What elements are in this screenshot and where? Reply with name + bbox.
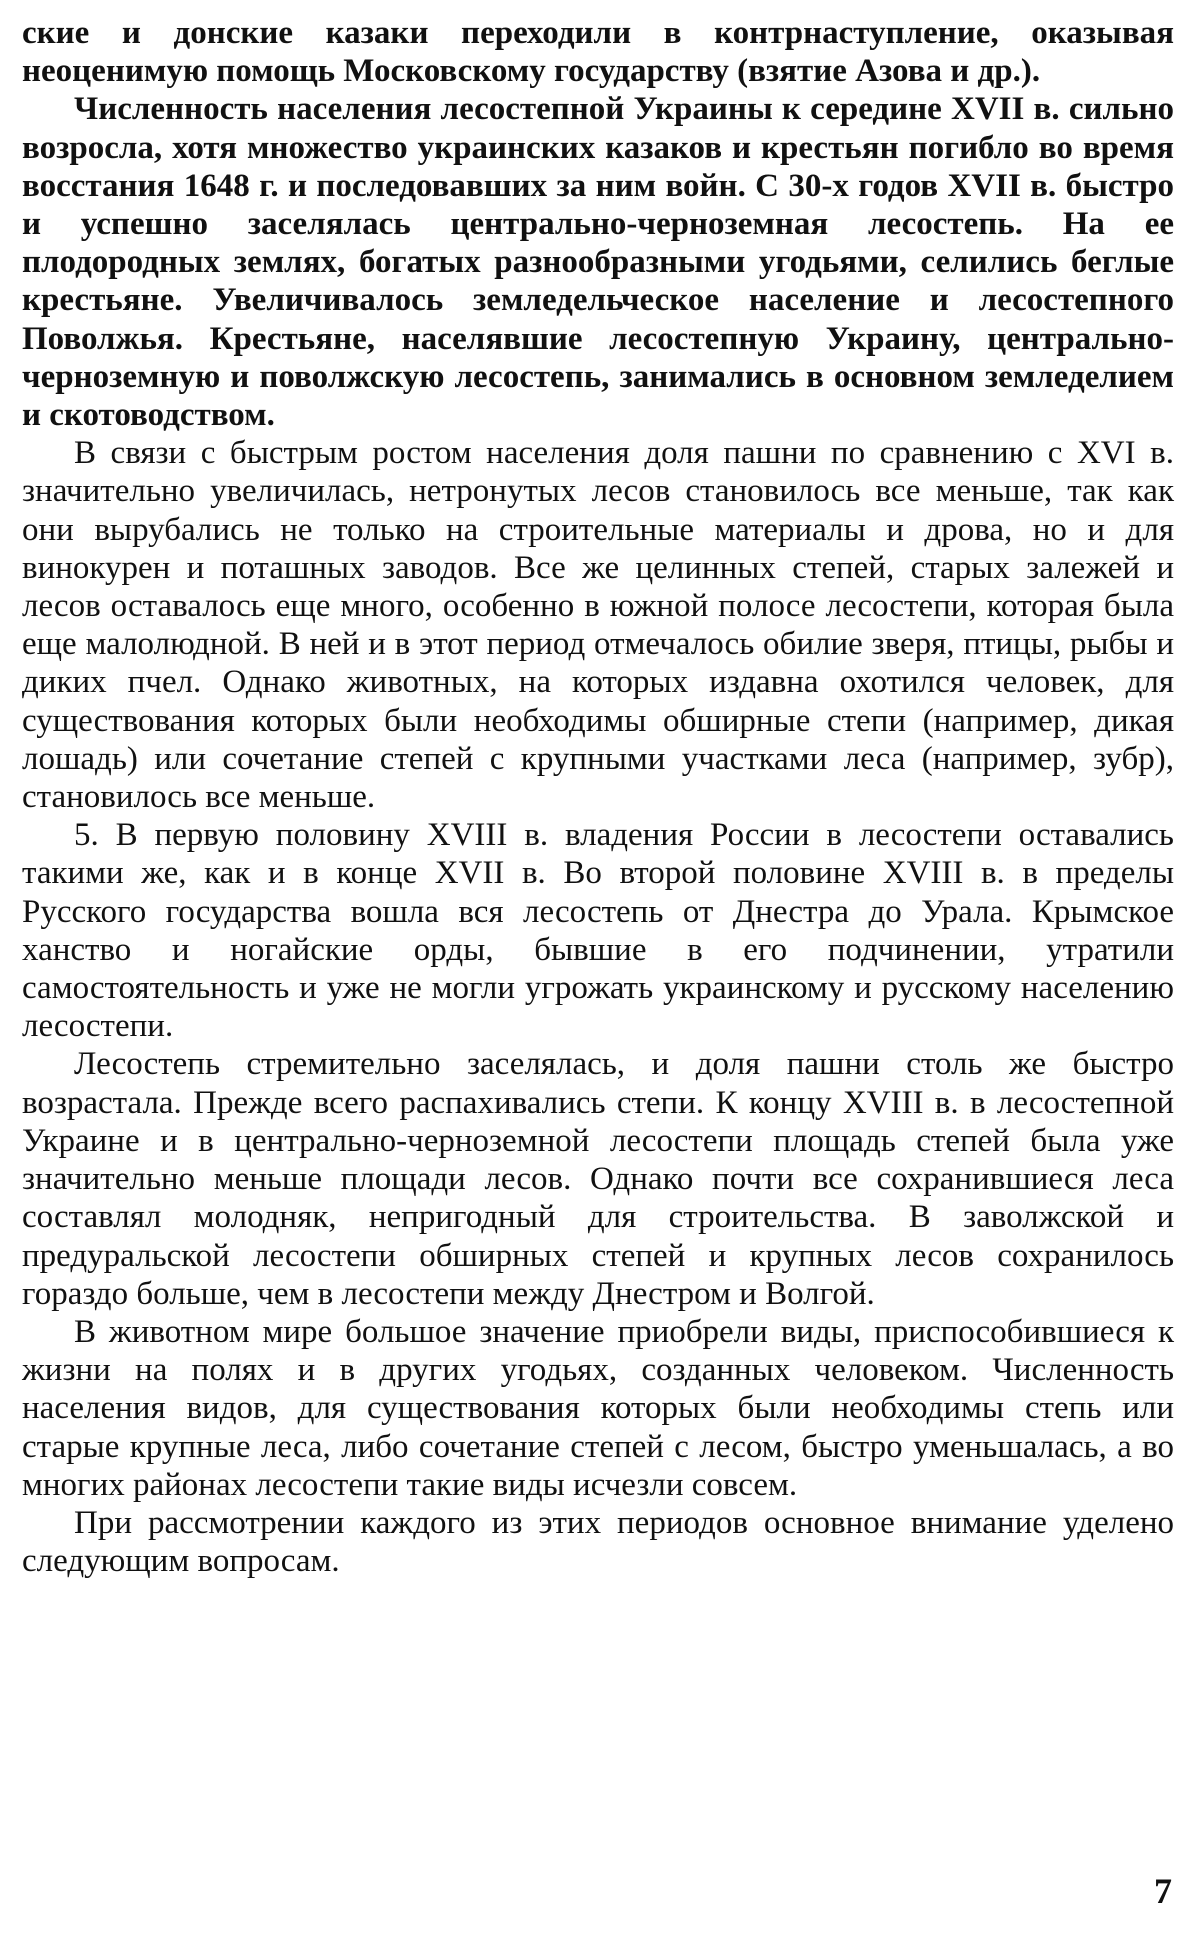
page-body [22,14,1174,1580]
paragraph-plowland-growth: В связи с быстрым ростом населения доля пашни по сравнению с XVI в. значительно увеличилась, нетронутых лесов становилось все меньше, так как они вырубались не только на строительные материалы и дрова, но и для винокурен и поташных заводов. Все же целинных степей, старых залежей и лесов оставалось еще много, особенно в южной полосе лесостепи, которая была еще малолюдной. В ней и в этот период отмечалось обилие зверя, птицы, рыбы и диких пчел. Однако животных, на которых издавна охотился человек, для существования которых были необходимы обширные степи (например, дикая лошадь) или сочетание степей с крупными участками леса (например, зубр), становилось все меньше. [22,435,1174,816]
paragraph-section-5: 5. В первую половину XVIII в. владения России в лесостепи оставались такими же, как и в конце XVII в. Во второй половине XVIII в. в пределы Русского государства вошла вся лесостепь от Днестра до Урала. Крымское ханство и ногайские орды, бывшие в его подчинении, утратили самостоятельность и уже не могли угрожать украинскому и русскому населению лесостепи. [22,817,1174,1045]
paragraph-continuation: ские и донские казаки переходили в контрнаступление, оказывая неоценимую помощь Московскому государству (взятие Азова и др.). [22,15,1174,90]
paragraph-population-ukraine: Численность населения лесостепной Украины к середине XVII в. сильно возросла, хотя множество украинских казаков и крестьян погибло во время восстания 1648 г. и последовавших за ним войн. С 30-х годов XVII в. быстро и успешно заселялась центрально-черноземная лесостепь. На ее плодородных землях, богатых разнообразными угодьями, селились беглые крестьяне. Увеличивалось земледельческое население и лесостепного Поволжья. Крестьяне, населявшие лесостепную Украину, центрально-черноземную и поволжскую лесостепь, занимались в основном земледелием и скотоводством. [22,91,1174,434]
paragraph-periods-questions: При рассмотрении каждого из этих периодов основное внимание уделено следующим вопросам. [22,1504,1174,1580]
paragraph-animal-world: В животном мире большое значение приобрели виды, приспособившиеся к жизни на полях и в других угодьях, созданных человеком. Численность населения видов, для существования которых были необходимы степь или старые крупные леса, либо сочетание степей с лесом, быстро уменьшалась, а во многих районах лесостепи такие виды исчезли совсем. [22,1313,1174,1503]
page-number: 7 [1154,1871,1172,1911]
paragraph-steppe-settlement: Лесостепь стремительно заселялась, и доля пашни столь же быстро возрастала. Прежде всего распахивались степи. К концу XVIII в. в лесостепной Украине и в центрально-черноземной лесостепи площадь степей была уже значительно меньше площади лесов. Однако почти все сохранившиеся леса составлял молодняк, непригодный для строительства. В заволжской и предуральской лесостепи обширных степей и крупных лесов сохранилось гораздо больше, чем в лесостепи между Днестром и Волгой. [22,1046,1174,1312]
